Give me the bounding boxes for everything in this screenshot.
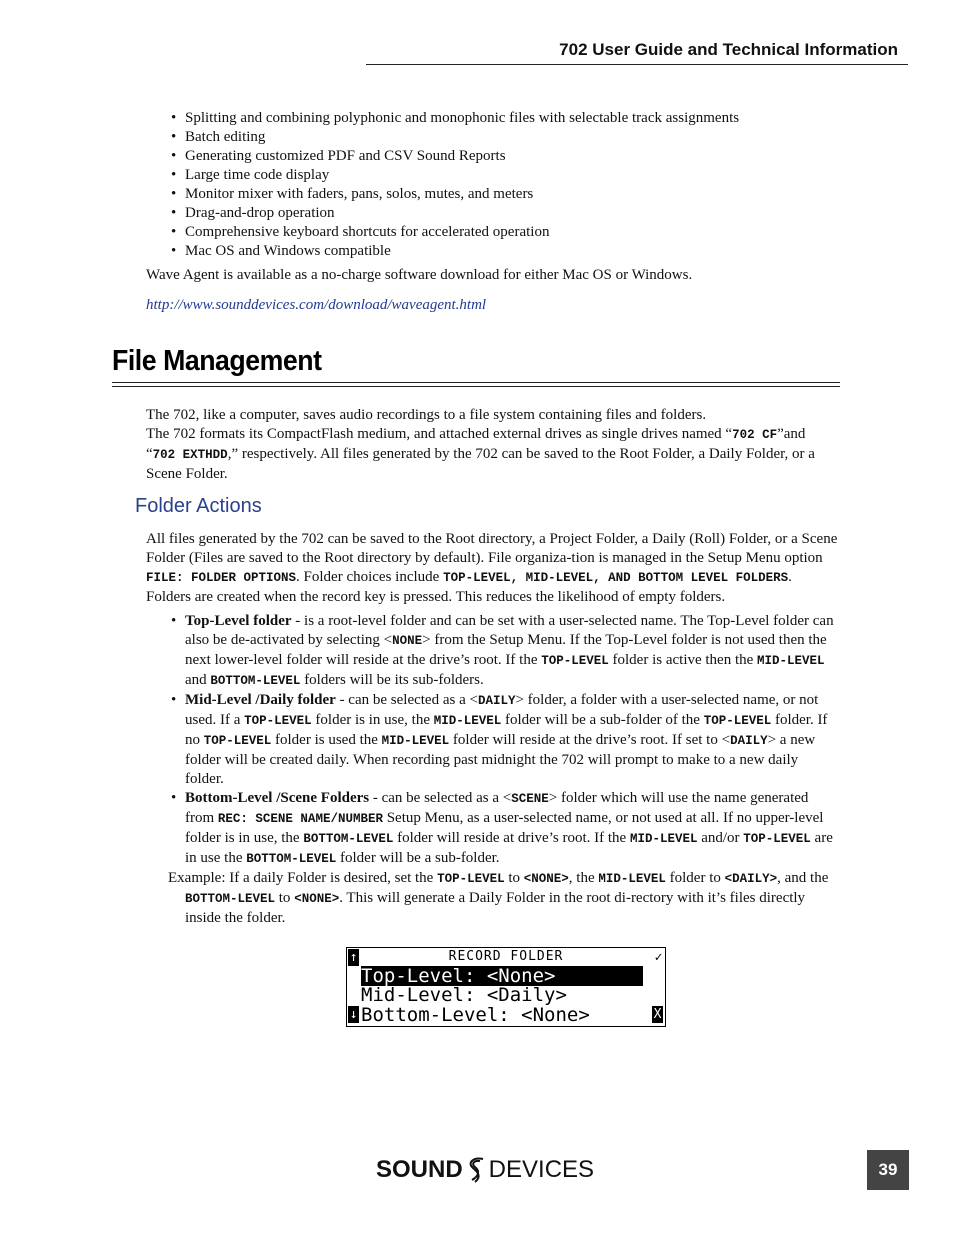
list-item: • Batch editing (171, 129, 266, 145)
lcd-record-folder-screen (346, 947, 666, 1027)
feature-list-block (146, 109, 838, 315)
sound-devices-logo (376, 1155, 594, 1185)
list-item-mid-level: • Mid-Level /Daily folder - can be selected as a <DAILY> folder, a folder with a user-selected name, or not used. If a TOP-LEVEL folder is in use, the MID-LEVEL folder will be a sub-folder of the TOP-LEVEL folder. If no TOP-LEVEL folder is used the MID-LEVEL folder will reside at the drive’s root. If set to <DAILY> a new folder will be created daily. When recording past midnight the 702 will prompt to make to a new daily folder. (171, 692, 828, 787)
page-header-title: 702 User Guide and Technical Information (559, 40, 898, 59)
page-number: 39 (867, 1150, 909, 1190)
section-intro (146, 406, 838, 484)
section-title: File Management (112, 345, 322, 377)
list-item: • Comprehensive keyboard shortcuts for accelerated operation (171, 224, 550, 240)
arrow-down-icon: ↓ (349, 1007, 358, 1022)
section-rule (112, 382, 840, 387)
list-item: • Mac OS and Windows compatible (171, 243, 391, 259)
folder-level-list (146, 612, 838, 869)
example-paragraph: Example: If a daily Folder is desired, set the TOP-LEVEL to <NONE>, the MID-LEVEL folder to <DAILY>, and the BOTTOM-LEVEL to <NONE>. This will generate a Daily Folder in the root di-rectory with it’s files directly inside the folder. (168, 870, 829, 926)
header-rule (366, 64, 908, 65)
list-item: • Drag-and-drop operation (171, 205, 335, 221)
download-link[interactable]: http://www.sounddevices.com/download/waveagent.html (146, 297, 487, 313)
list-item: • Monitor mixer with faders, pans, solos, mutes, and meters (171, 186, 534, 202)
list-item: • Generating customized PDF and CSV Sound Reports (171, 148, 506, 164)
close-icon: X (653, 1007, 662, 1022)
folder-actions-body (146, 530, 838, 928)
folder-actions-paragraph: All files generated by the 702 can be saved to the Root directory, a Project Folder, a Daily (Roll) Folder, or a Scene Folder (Files are saved to the Root directory by default). File organiza-tion is managed in the Setup Menu option FILE: FOLDER OPTIONS. Folder choices include TOP-LEVEL, MID-LEVEL, AND BOTTOM LEVEL FOLDERS. Folders are created when the record key is pressed. This reduces the likelihood of empty folders. (146, 531, 838, 605)
intro-paragraph-2: The 702 formats its CompactFlash medium, and attached external drives as single drives named “702 CF”and “702 EXTHDD,” respectively. All files generated by the 702 can be saved to the Root Folder, a Daily Folder, or a Scene Folder. (146, 426, 815, 482)
checkmark-icon: ✓ (654, 950, 663, 965)
availability-text: Wave Agent is available as a no-charge software download for either Mac OS or Windows. (146, 267, 693, 283)
logo-text-sound: SOUND (376, 1156, 463, 1183)
arrow-up-icon: ↑ (349, 950, 358, 965)
lcd-row-mid-level: Mid-Level: <Daily> (361, 984, 567, 1006)
lcd-row-top-level: Top-Level: <None> (361, 966, 643, 986)
list-item-top-level: • Top-Level folder - is a root-level folder and can be set with a user-selected name. The Top-Level folder can also be de-activated by selecting <NONE> from the Setup Menu. If the Top-Level folder is not used then the next lower-level folder will reside at the drive’s root. If the TOP-LEVEL folder is active then the MID-LEVEL and BOTTOM-LEVEL folders will be its sub-folders. (171, 613, 834, 688)
lcd-row-bottom-level: Bottom-Level: <None> (361, 1004, 590, 1026)
list-item-bottom-level: • Bottom-Level /Scene Folders - can be selected as a <SCENE> folder which will use the name generated from REC: SCENE NAME/NUMBER Setup Menu, as a user-selected name, or not used at all. If no upper-level folder is in use, the BOTTOM-LEVEL folder will reside at drive’s root. If the MID-LEVEL and/or TOP-LEVEL are in use the BOTTOM-LEVEL folder will be a sub-folder. (171, 790, 833, 866)
logo-text-devices: DEVICES (488, 1156, 595, 1183)
intro-paragraph-1: The 702, like a computer, saves audio recordings to a file system containing files and folders. (146, 407, 707, 423)
logo-swirl-icon (463, 1155, 489, 1185)
feature-list (146, 109, 838, 261)
lcd-header: RECORD FOLDER (448, 949, 564, 964)
list-item: • Splitting and combining polyphonic and monophonic files with selectable track assignments (171, 110, 740, 126)
subsection-title: Folder Actions (135, 495, 262, 517)
list-item: • Large time code display (171, 167, 330, 183)
